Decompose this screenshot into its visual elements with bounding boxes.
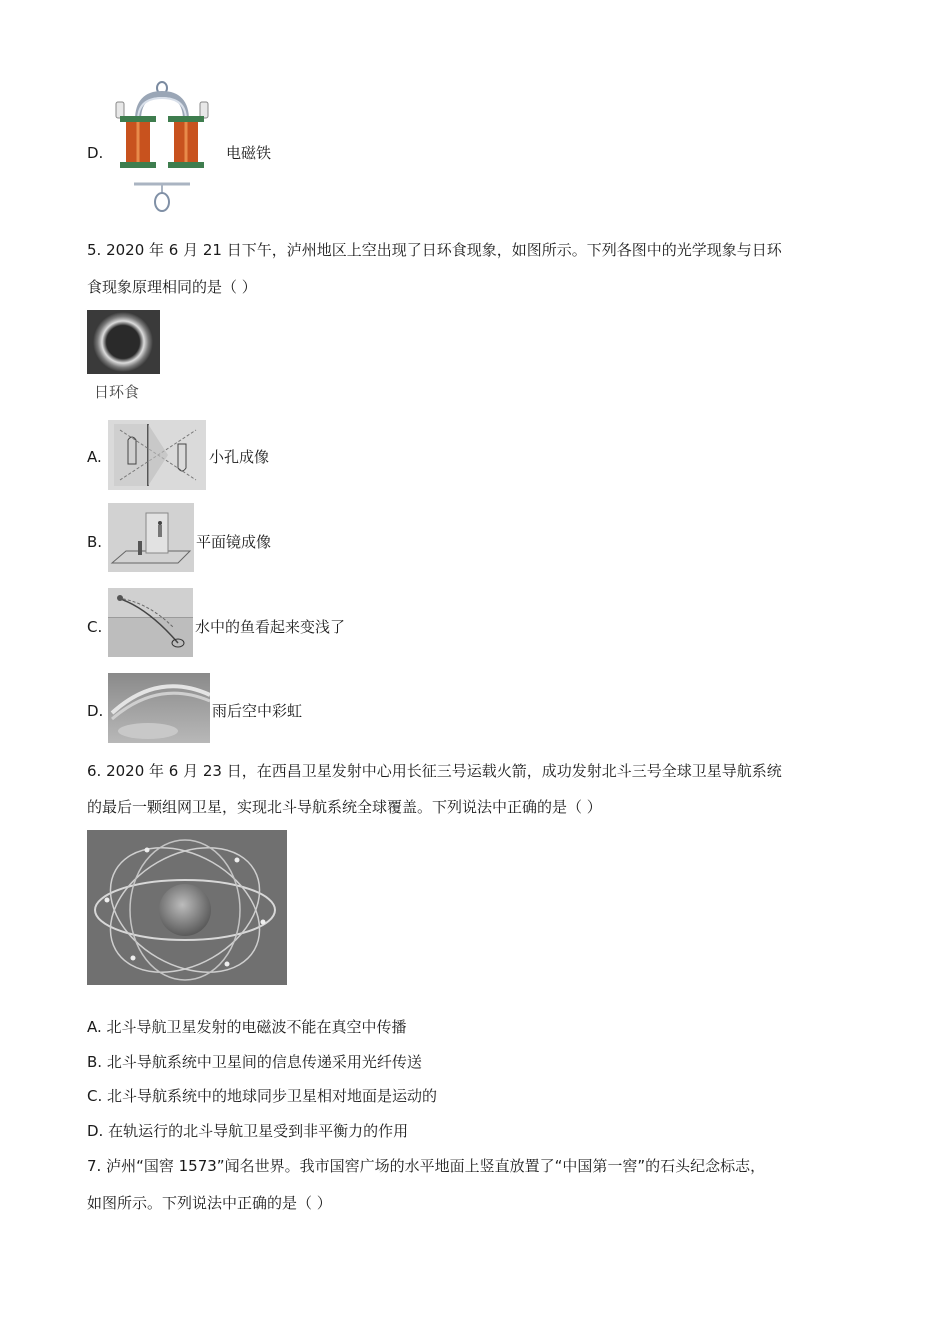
plane-mirror-imaging-figure [108, 503, 194, 572]
q6-option-d-text: 在轨运行的北斗导航卫星受到非平衡力的作用 [108, 1122, 409, 1140]
q6-stem-line1: 6. 2020 年 6 月 23 日，在西昌卫星发射中心用长征三号运载火箭，成功发射北斗三号全球卫星导航系统 [87, 762, 782, 780]
q5-option-b-letter: B. [87, 533, 103, 551]
q5-option-a-letter: A. [87, 448, 102, 466]
q7-stem-line2: 如图所示。下列说法中正确的是（ ） [87, 1194, 332, 1212]
q6-option-b [87, 1052, 422, 1072]
q5-option-c-text: 水中的鱼看起来变浅了 [195, 618, 346, 636]
q5-option-a-text: 小孔成像 [209, 448, 270, 466]
fish-in-water-figure [108, 588, 193, 657]
q6-option-b-letter: B. [87, 1053, 103, 1071]
q5-stem-line2: 食现象原理相同的是（ ） [87, 278, 257, 296]
annular-eclipse-figure [87, 310, 160, 374]
q4-option-d-text: 电磁铁 [226, 144, 272, 162]
q4-option-d-letter: D. [87, 144, 104, 162]
q6-option-b-text: 北斗导航系统中卫星间的信息传递采用光纤传送 [106, 1053, 422, 1071]
eclipse-caption: 日环食 [94, 383, 140, 401]
q5-option-d-text: 雨后空中彩虹 [212, 702, 303, 720]
q5-option-b-text: 平面镜成像 [196, 533, 272, 551]
beidou-satellite-figure [87, 830, 287, 985]
q7-stem-line1: 7. 泸州“国窖 1573”闻名世界。我市国窖广场的水平地面上竖直放置了“中国第一窖”的石头纪念标志， [87, 1157, 766, 1175]
electromagnet-figure [108, 80, 216, 215]
rainbow-figure [108, 673, 210, 743]
q6-option-c-text: 北斗导航系统中的地球同步卫星相对地面是运动的 [107, 1087, 438, 1105]
q6-option-c-letter: C. [87, 1087, 103, 1105]
pinhole-imaging-figure [108, 420, 206, 490]
q5-stem-line1: 5. 2020 年 6 月 21 日下午，泸州地区上空出现了日环食现象，如图所示。下列各图中的光学现象与日环 [87, 241, 782, 259]
q6-option-d-letter: D. [87, 1122, 104, 1140]
q5-option-c-letter: C. [87, 618, 103, 636]
q6-option-c [87, 1086, 437, 1106]
q6-option-a [87, 1017, 407, 1037]
q6-option-a-text: 北斗导航卫星发射的电磁波不能在真空中传播 [106, 1018, 407, 1036]
q6-option-d [87, 1121, 408, 1141]
q5-option-d-letter: D. [87, 702, 104, 720]
q6-stem-line2: 的最后一颗组网卫星，实现北斗导航系统全球覆盖。下列说法中正确的是（ ） [87, 798, 602, 816]
q6-option-a-letter: A. [87, 1018, 102, 1036]
